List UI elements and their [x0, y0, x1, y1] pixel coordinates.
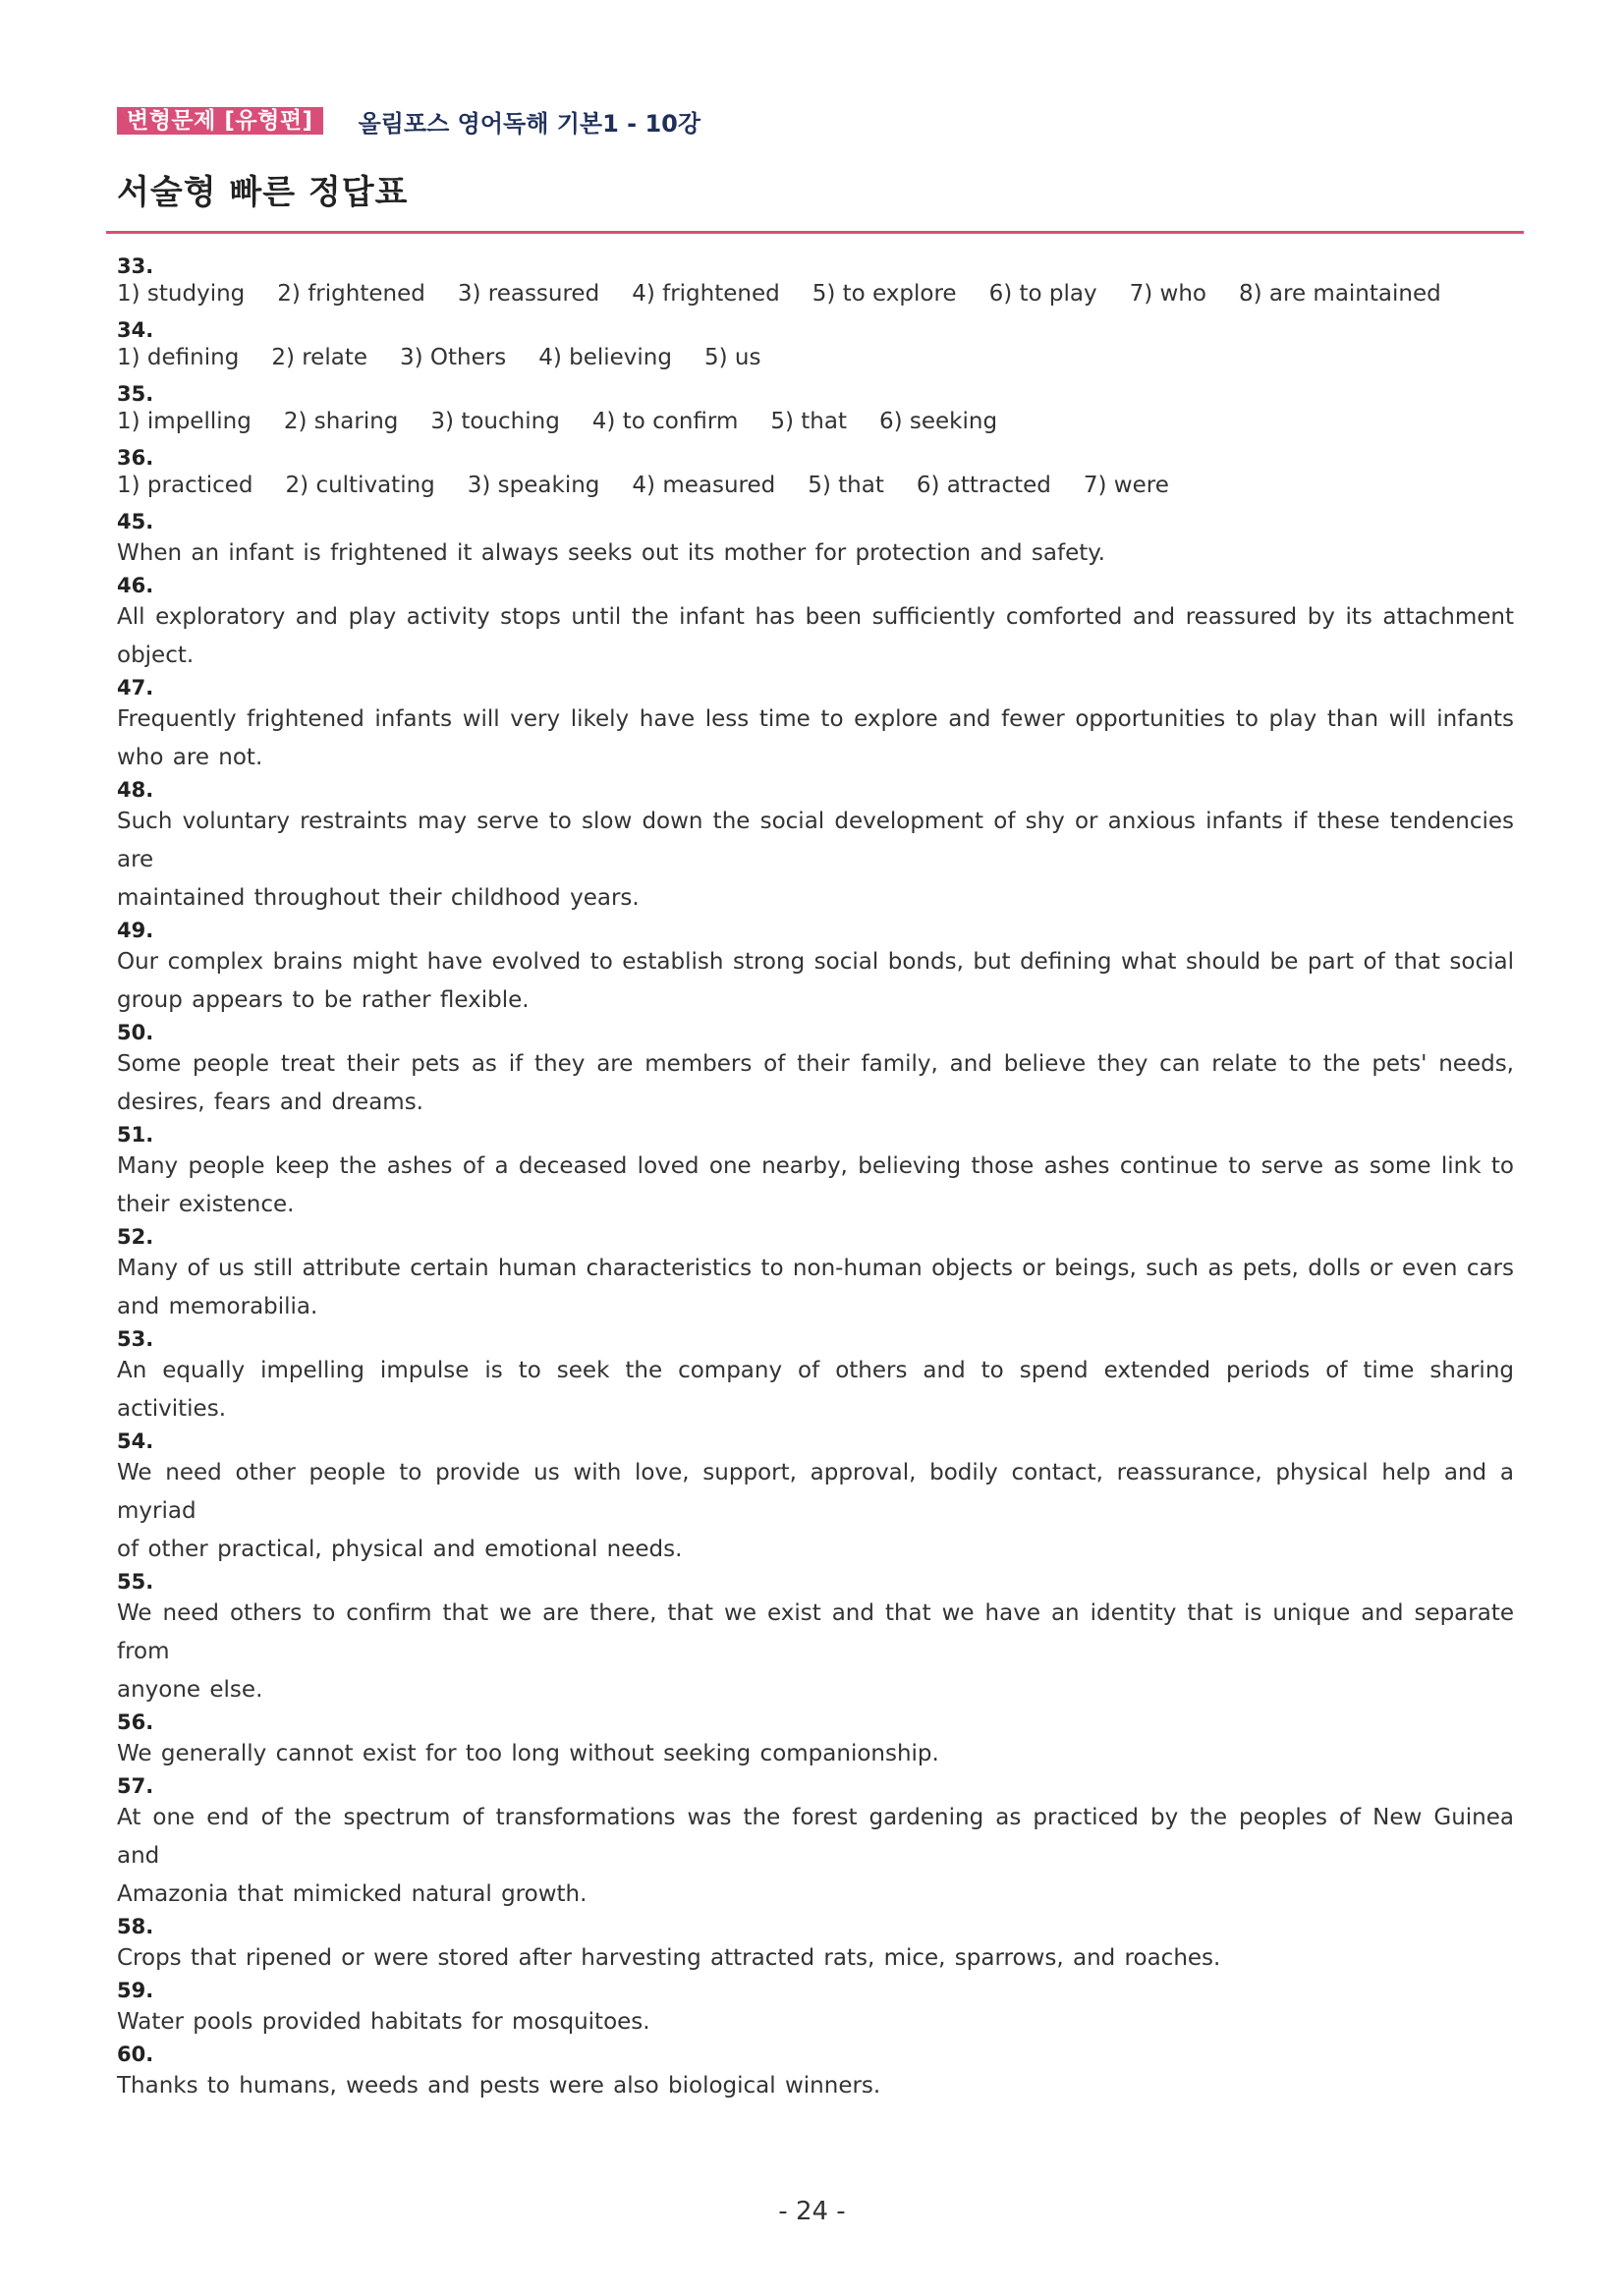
answer-item — [117, 317, 1514, 381]
sentence-line: All exploratory and play activity stops until the infant has been sufficiently comforted and reassured by its attachment — [117, 604, 1514, 630]
sentence-item — [117, 1569, 1514, 1709]
question-number: 48. — [117, 778, 154, 802]
sentence-line: their existence. — [117, 1192, 295, 1217]
sentence-line: Many people keep the ashes of a deceased loved one nearby, believing those ashes continue to serve as some link to — [117, 1153, 1514, 1179]
question-number: 53. — [117, 1327, 154, 1351]
answer-entry: 8) are maintained — [1238, 281, 1441, 307]
category-badge: 변형문제 [유형편] — [117, 107, 323, 135]
answer-entry: 3) touching — [430, 409, 560, 434]
sentence-line: Water pools provided habitats for mosquitoes. — [117, 2009, 650, 2035]
sentence-item — [117, 1773, 1514, 1914]
answer-entry: 7) who — [1129, 281, 1206, 307]
answer-entry: 1) studying — [117, 281, 246, 307]
answer-item — [117, 253, 1514, 317]
question-number: 55. — [117, 1570, 154, 1594]
sentence-line: Our complex brains might have evolved to establish strong social bonds, but defining what should be part of that social — [117, 949, 1514, 975]
answer-row — [117, 343, 1514, 381]
answer-entry: 6) to play — [988, 281, 1097, 307]
answer-entry: 4) to confirm — [591, 409, 739, 434]
answer-entry: 5) to explore — [812, 281, 957, 307]
page-title: 서술형 빠른 정답표 — [117, 173, 409, 212]
answer-entry: 1) defining — [117, 345, 240, 370]
sentence-item — [117, 1326, 1514, 1428]
answer-entry: 4) measured — [632, 473, 776, 498]
sentence-item — [117, 1978, 1514, 2042]
sentence-line: group appears to be rather flexible. — [117, 987, 530, 1013]
answer-entry: 3) speaking — [467, 473, 600, 498]
sentence-item — [117, 1224, 1514, 1326]
answer-entry: 1) practiced — [117, 473, 253, 498]
answer-entry: 7) were — [1083, 473, 1169, 498]
question-number: 60. — [117, 2043, 154, 2066]
sentence-item — [117, 1709, 1514, 1773]
answer-item — [117, 381, 1514, 445]
answer-entry: 5) us — [703, 345, 761, 370]
sentence-item — [117, 1428, 1514, 1569]
question-number: 57. — [117, 1774, 154, 1798]
answer-entry: 4) frightened — [632, 281, 780, 307]
sentence-line: Many of us still attribute certain human characteristics to non-human objects or beings, such as pets, dolls or even cars — [117, 1256, 1514, 1281]
sentence-item — [117, 509, 1514, 573]
answer-entry: 4) believing — [538, 345, 672, 370]
question-number: 56. — [117, 1710, 154, 1734]
question-number: 58. — [117, 1915, 154, 1938]
answer-list — [117, 253, 1514, 2105]
question-number: 49. — [117, 919, 154, 942]
sentence-line: anyone else. — [117, 1677, 263, 1703]
answer-entry: 3) Others — [399, 345, 507, 370]
sentence-line: Such voluntary restraints may serve to slow down the social development of shy or anxious infants if these tendencies are — [117, 809, 1514, 872]
answer-entry: 6) seeking — [878, 409, 998, 434]
question-number: 33. — [117, 254, 154, 278]
sentence-line: maintained throughout their childhood years. — [117, 885, 640, 911]
answer-entry: 5) that — [808, 473, 884, 498]
series-title: 올림포스 영어독해 기본1 - 10강 — [358, 109, 701, 138]
sentence-line: Thanks to humans, weeds and pests were also biological winners. — [117, 2073, 881, 2099]
sentence-item — [117, 2042, 1514, 2105]
sentence-line: object. — [117, 643, 195, 668]
sentence-line: At one end of the spectrum of transformations was the forest gardening as practiced by the peoples of New Guinea and — [117, 1805, 1514, 1869]
title-divider — [106, 231, 1524, 234]
sentence-line: We need other people to provide us with love, support, approval, bodily contact, reassurance, physical help and a myriad — [117, 1460, 1514, 1524]
sentence-line: Frequently frightened infants will very likely have less time to explore and fewer opportunities to play than will infants — [117, 706, 1514, 732]
answer-entry: 5) that — [770, 409, 847, 434]
sentence-item — [117, 918, 1514, 1020]
answer-row — [117, 279, 1514, 317]
sentence-line: and memorabilia. — [117, 1294, 318, 1319]
question-number: 52. — [117, 1225, 154, 1249]
sentence-line: Crops that ripened or were stored after harvesting attracted rats, mice, sparrows, and roaches. — [117, 1945, 1221, 1971]
answer-entry: 2) cultivating — [285, 473, 435, 498]
sentence-item — [117, 1914, 1514, 1978]
question-number: 47. — [117, 676, 154, 700]
header — [117, 104, 700, 138]
answer-entry: 2) frightened — [277, 281, 425, 307]
answer-entry: 6) attracted — [916, 473, 1051, 498]
sentence-item — [117, 777, 1514, 918]
answer-entry: 2) relate — [271, 345, 367, 370]
question-number: 54. — [117, 1429, 154, 1453]
question-number: 46. — [117, 574, 154, 597]
answer-row — [117, 471, 1514, 509]
sentence-item — [117, 573, 1514, 675]
sentence-line: When an infant is frightened it always seeks out its mother for protection and safety. — [117, 540, 1105, 566]
question-number: 51. — [117, 1123, 154, 1147]
answer-entry: 1) impelling — [117, 409, 252, 434]
sentence-item — [117, 1020, 1514, 1122]
sentence-line: Amazonia that mimicked natural growth. — [117, 1881, 588, 1907]
answer-entry: 3) reassured — [457, 281, 600, 307]
answer-item — [117, 445, 1514, 509]
answer-entry: 2) sharing — [283, 409, 399, 434]
sentence-line: who are not. — [117, 745, 263, 770]
sentence-line: desires, fears and dreams. — [117, 1090, 423, 1115]
question-number: 35. — [117, 382, 154, 406]
question-number: 59. — [117, 1979, 154, 2002]
sentence-item — [117, 675, 1514, 777]
sentence-line: We generally cannot exist for too long without seeking companionship. — [117, 1741, 939, 1766]
page-number: - 24 - — [778, 2197, 846, 2226]
question-number: 50. — [117, 1021, 154, 1044]
sentence-line: An equally impelling impulse is to seek the company of others and to spend extended periods of time sharing activities. — [117, 1358, 1514, 1422]
sentence-line: Some people treat their pets as if they are members of their family, and believe they can relate to the pets' needs, — [117, 1051, 1514, 1077]
question-number: 36. — [117, 446, 154, 470]
sentence-item — [117, 1122, 1514, 1224]
question-number: 45. — [117, 510, 154, 533]
answer-row — [117, 407, 1514, 445]
question-number: 34. — [117, 318, 154, 342]
sentence-line: of other practical, physical and emotional needs. — [117, 1537, 683, 1562]
sentence-line: We need others to confirm that we are there, that we exist and that we have an identity that is unique and separate from — [117, 1600, 1514, 1664]
